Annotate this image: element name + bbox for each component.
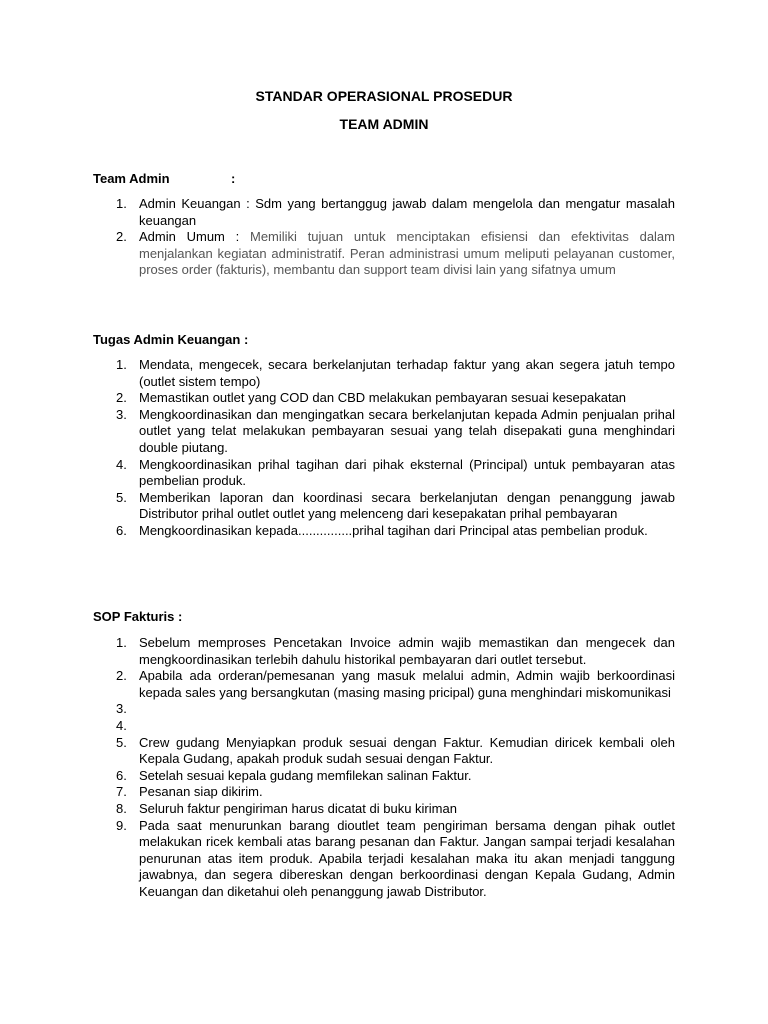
list-item xyxy=(116,717,675,735)
item-text: Mengkoordinasikan prihal tagihan dari pihak eksternal (Principal) untuk pembayaran atas pembelian produk. xyxy=(139,456,675,489)
item-text: Pada saat menurunkan barang dioutlet team pengiriman bersama dengan pihak outlet melakukan ricek kembali atas barang pesanan dan Faktur. Jangan sampai terjadi kesalahan penurunan atas item produk. Apabila terjadi kesalahan maka itu akan menjadi tanggung jawabnya, dan segera dibereskan dengan berkoordinasi dengan Kepala Gudang, Admin Keuangan dan diketahui oleh penanggung jawab Distributor. xyxy=(139,817,675,899)
list-item xyxy=(116,701,675,718)
list-number: 4. xyxy=(116,717,127,733)
team-admin-list xyxy=(116,196,676,279)
item-label: Admin Keuangan : xyxy=(139,196,256,211)
item-text: Pesanan siap dikirim. xyxy=(139,784,263,800)
item-text: Setelah sesuai kepala gudang memfilekan salinan Faktur. xyxy=(139,767,472,783)
item-text: Mengkoordinasikan kepada...............prihal tagihan dari Principal atas pembelian produk. xyxy=(139,522,648,538)
list-number: 7. xyxy=(116,784,127,800)
item-text: Mengkoordinasikan dan mengingatkan secara berkelanjutan kepada Admin penjualan prihal outlet yang telat melakukan pembayaran sesuai yang telah disepakati guna menghindari double piutang. xyxy=(139,406,675,455)
list-item xyxy=(116,489,675,523)
list-number: 3. xyxy=(116,701,127,717)
list-item xyxy=(116,817,675,901)
item-text: Memiliki tujuan untuk menciptakan efisiensi dan efektivitas dalam menjalankan kegiatan administratif. Peran administrasi umum meliputi pelayanan customer, proses order (fakturis), membantu dan support team divisi lain yang sifatnya umum xyxy=(139,229,675,278)
list-number: 2. xyxy=(116,668,127,684)
list-number: 9. xyxy=(116,817,127,833)
list-item xyxy=(116,800,675,818)
list-number: 1. xyxy=(116,635,127,650)
list-item xyxy=(116,357,675,390)
list-number: 6. xyxy=(116,522,127,538)
sop-fakturis-list xyxy=(116,635,675,901)
list-item xyxy=(116,522,675,540)
list-number: 1. xyxy=(116,357,127,372)
list-item xyxy=(116,734,675,768)
list-item xyxy=(116,196,676,229)
item-text: Seluruh faktur pengiriman harus dicatat di buku kiriman xyxy=(139,800,457,816)
list-number: 8. xyxy=(116,800,127,816)
item-label: Admin Umum : xyxy=(139,229,250,245)
section-heading-team-admin xyxy=(93,170,236,187)
item-text: Apabila ada orderan/pemesanan yang masuk melalui admin, Admin wajib berkoordinasi kepada sales yang bersangkutan (masing masing pricipal) guna menghindari miskomunikasi xyxy=(139,668,675,700)
list-item xyxy=(116,456,675,490)
item-text: Sebelum memproses Pencetakan Invoice admin wajib memastikan dan mengecek dan mengkoordinasikan terlebih dahulu historikal pembayaran dari outlet tersebut. xyxy=(139,635,675,667)
list-item xyxy=(116,229,675,279)
heading-text: Team Admin xyxy=(93,171,170,186)
item-text: Crew gudang Menyiapkan produk sesuai dengan Faktur. Kemudian diricek kembali oleh Kepala Gudang, apakah produk sudah sesuai dengan Faktur. xyxy=(139,734,675,767)
list-number: 4. xyxy=(116,456,127,472)
document-subtitle: TEAM ADMIN xyxy=(339,116,429,132)
tugas-admin-list xyxy=(116,357,675,540)
list-item xyxy=(116,767,675,785)
list-number: 2. xyxy=(116,390,127,406)
list-number: 5. xyxy=(116,489,127,505)
document-title: STANDAR OPERASIONAL PROSEDUR xyxy=(255,88,513,104)
list-number: 3. xyxy=(116,406,127,422)
heading-colon: : xyxy=(231,171,236,186)
item-text: Memberikan laporan dan koordinasi secara berkelanjutan dengan penanggung jawab Distributor prihal outlet outlet yang melenceng dari kesepakatan prihal pembayaran xyxy=(139,489,675,522)
item-text: Mendata, mengecek, secara berkelanjutan terhadap faktur yang akan segera jatuh tempo (outlet sistem tempo) xyxy=(139,357,675,389)
item-text: Memastikan outlet yang COD dan CBD melakukan pembayaran sesuai kesepakatan xyxy=(139,390,627,406)
list-item xyxy=(116,390,675,407)
list-number: 2. xyxy=(116,229,127,245)
section-heading-sop-fakturis: SOP Fakturis : xyxy=(93,609,183,624)
list-item xyxy=(116,784,675,801)
section-heading-tugas-admin: Tugas Admin Keuangan : xyxy=(93,332,249,347)
list-number: 5. xyxy=(116,734,127,750)
list-number: 1. xyxy=(116,196,127,211)
list-number: 6. xyxy=(116,767,127,783)
list-item xyxy=(116,406,675,457)
list-item xyxy=(116,668,675,701)
item-text: Sdm yang bertanggug jawab dalam mengelola dan mengatur masalah keuangan xyxy=(139,196,676,228)
list-item xyxy=(116,635,675,668)
